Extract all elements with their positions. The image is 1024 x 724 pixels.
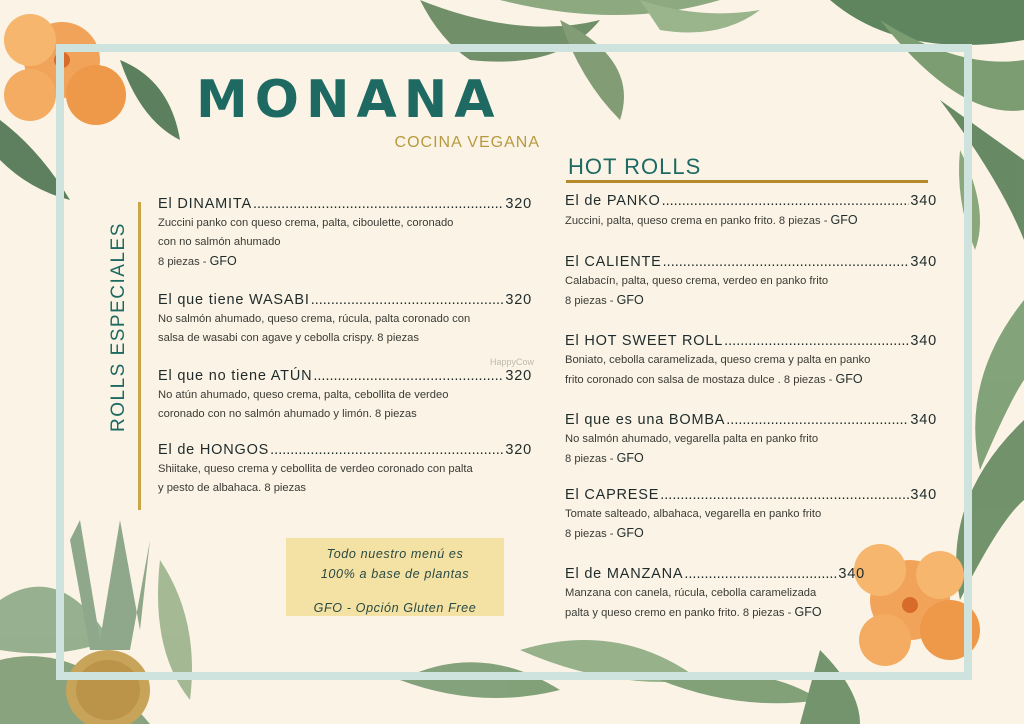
item-description-line: y pesto de albahaca. 8 piezas (158, 482, 307, 494)
gfo-tag: GFO (794, 605, 822, 619)
gfo-tag: GFO (616, 526, 644, 540)
dot-leader (270, 442, 504, 458)
item-pieces: 8 piezas - (565, 295, 617, 307)
gfo-tag: GFO (616, 293, 644, 307)
item-description-line: Tomate salteado, albahaca, vegarella en panko frito (565, 508, 822, 520)
item-name: El DINAMITA (158, 196, 252, 212)
dot-leader (662, 193, 910, 209)
happycow-watermark: HappyCow (490, 357, 535, 367)
gfo-tag: GFO (830, 213, 858, 227)
menu-item (158, 368, 532, 424)
brand-subtitle: COCINA VEGANA (394, 134, 540, 151)
note-line: 100% a base de plantas (320, 567, 470, 581)
item-name: El CALIENTE (565, 254, 662, 270)
item-name: El que no tiene ATÚN (158, 368, 313, 384)
brand-title: MONANA (196, 70, 502, 130)
item-pieces: 8 piezas - (565, 453, 617, 465)
dot-leader (726, 412, 909, 428)
plant-based-note (286, 538, 504, 616)
menu-item (565, 193, 937, 231)
item-description-line: Shiitake, queso crema y cebollita de verdeo coronado con palta (158, 463, 473, 475)
item-name: El que tiene WASABI (158, 292, 310, 308)
menu-item (565, 254, 937, 311)
rolls-especiales-divider (138, 202, 141, 510)
dot-leader (724, 333, 909, 349)
item-description-line: No salmón ahumado, vegarella palta en panko frito (565, 433, 819, 445)
item-pieces: 8 piezas - (565, 528, 617, 540)
gfo-tag: GFO (616, 451, 644, 465)
dot-leader (313, 368, 504, 384)
item-price: 320 (505, 292, 532, 308)
brand-header (196, 70, 540, 152)
item-description-line: Boniato, cebolla caramelizada, queso crema y palta en panko (565, 354, 871, 366)
gfo-tag: GFO (209, 254, 237, 268)
item-price: 340 (910, 193, 937, 209)
item-name: El CAPRESE (565, 487, 660, 503)
item-description-line: No atún ahumado, queso crema, palta, cebollita de verdeo (158, 389, 449, 401)
item-price: 340 (910, 333, 937, 349)
item-description-line: con no salmón ahumado (158, 236, 281, 248)
rolls-especiales-title: ROLLS ESPECIALES (108, 222, 129, 432)
item-description-line: Zuccini panko con queso crema, palta, ciboulette, coronado (158, 217, 454, 229)
item-description-line: salsa de wasabi con agave y cebolla crispy. 8 piezas (158, 332, 419, 344)
dot-leader (684, 566, 837, 582)
menu-item (158, 442, 532, 498)
item-description-line: palta y queso cremo en panko frito. 8 piezas - (565, 607, 795, 619)
item-name: El de PANKO (565, 193, 661, 209)
menu-item (565, 487, 937, 544)
menu-item (158, 196, 532, 272)
hot-rolls-underline (566, 180, 928, 183)
menu-item (565, 333, 937, 390)
dot-leader (660, 487, 909, 503)
item-pieces: 8 piezas - (158, 256, 210, 268)
menu-item (565, 412, 937, 469)
item-price: 320 (505, 196, 532, 212)
gfo-tag: GFO (835, 372, 863, 386)
dot-leader (663, 254, 910, 270)
item-description-line: Zuccini, palta, queso crema en panko frito. 8 piezas - (565, 215, 831, 227)
gfo-legend: GFO - Opción Gluten Free (313, 601, 477, 615)
item-description-line: Manzana con canela, rúcula, cebolla caramelizada (565, 587, 817, 599)
menu-item (565, 566, 865, 623)
item-price: 340 (910, 254, 937, 270)
item-name: El HOT SWEET ROLL (565, 333, 724, 349)
item-price: 340 (838, 566, 865, 582)
dot-leader (253, 196, 504, 212)
item-name: El de MANZANA (565, 566, 684, 582)
item-price: 340 (910, 487, 937, 503)
item-price: 320 (505, 442, 532, 458)
menu-item (158, 292, 532, 348)
item-description-line: No salmón ahumado, queso crema, rúcula, palta coronado con (158, 313, 471, 325)
item-description-line: Calabacín, palta, queso crema, verdeo en panko frito (565, 275, 829, 287)
item-price: 340 (910, 412, 937, 428)
item-description-line: coronado con no salmón ahumado y limón. 8 piezas (158, 408, 417, 420)
dot-leader (311, 292, 505, 308)
hot-rolls-title: HOT ROLLS (568, 154, 702, 179)
note-line: Todo nuestro menú es (326, 547, 464, 561)
item-price: 320 (505, 368, 532, 384)
item-name: El de HONGOS (158, 442, 270, 458)
item-description-line: frito coronado con salsa de mostaza dulce . 8 piezas - (565, 374, 836, 386)
item-name: El que es una BOMBA (565, 412, 726, 428)
